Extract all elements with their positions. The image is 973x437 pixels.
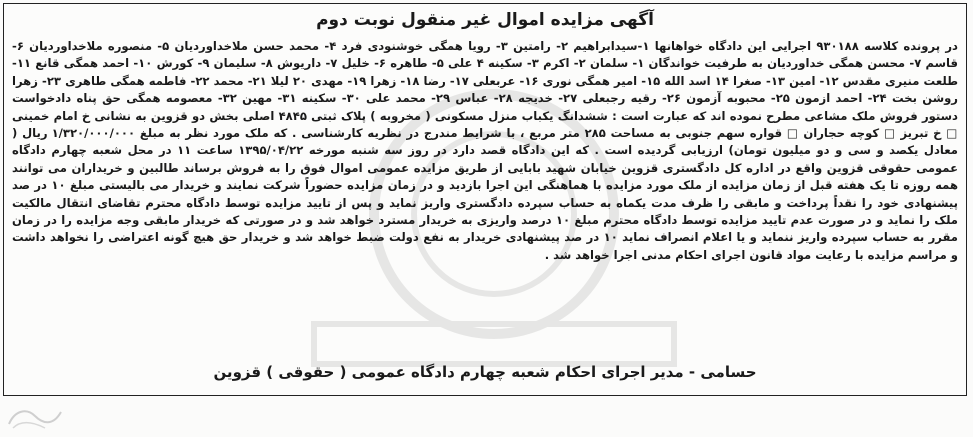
notice-title: آگهی مزایده اموال غیر منقول نوبت دوم — [316, 10, 654, 30]
scan-smudge-mark — [5, 402, 65, 432]
notice-signature: حسامی - مدیر اجرای احکام شعبه چهارم دادگاه عمومی ( حقوقی ) قزوین — [213, 363, 757, 381]
notice-body: در پرونده کلاسه ۹۳۰۱۸۸ اجرایی این دادگاه خواهانها ۱-سیدابراهیم ۲- رامتین ۳- رویا همگی خوشنودی فرد ۴- محمد حسن ملاخداوردیان ۵- منصوره ملاخداوردیان ۶- قاسم ۷- محسن همگی خداوردیان به طرفیت خواندگان ۱- سلمان ۲- اکرم ۳- سکینه ۴ علی ۵- طاهره ۶- خلیل ۷- داریوش ۸- سلیمان ۹- کورش ۱۰- احمد همگی قانع ۱۱- طلعت منیری مقدس ۱۲- امین ۱۳- صغرا ۱۴ اسد الله ۱۵- امیر همگی نوری ۱۶- عربعلی ۱۷- رضا ۱۸- زهرا ۱۹- مهدی ۲۰ لیلا ۲۱- محمد ۲۲- فاطمه همگی طاهری ۲۳- زهرا روشن بخت ۲۴- احمد ازمون ۲۵- محبوبه آزمون ۲۶- رقیه رجبعلی ۲۷- خدیجه ۲۸- عباس ۲۹- محمد علی ۳۰- سکینه ۳۱- مهین ۳۲- معصومه همگی حق پناه دادخواست دستور فروش ملک مشاعی مطرح نموده اند که عبارت است : ششدانگ یکباب منزل مسکونی ( مخروبه ) پلاک ثبتی ۴۸۴۵ اصلی بخش دو قزوین به نشانی خ امام خمینی □ خ تبریز □ کوچه حجاران □ قواره سهم جنوبی به مساحت ۲۸۵ متر مربع ، با شرایط مندرج در نظریه کارشناسی . که ملک مورد نظر به مبلغ ۱/۳۲۰/۰۰۰/۰۰۰ ریال ( معادل یکصد و سی و دو میلیون تومان) ارزیابی گردیده است . که این دادگاه قصد دارد در روز سه شنبه مورخه ۱۳۹۵/۰۴/۲۲ ساعت ۱۱ در محل شعبه چهارم دادگاه عمومی حقوقی قزوین واقع در اداره کل دادگستری قزوین خیابان شهید بابایی از طریق مزایده عمومی اموال فوق را به فروش برساند طالبین و خریداران می توانند همه روزه تا یک هفته قبل از زمان مزایده از ملک مورد مزایده با هماهنگی این اجرا بازدید و در زمان مزایده حضوراً شرکت نمایند و خریدار می بالیستی مبلغ ۱۰ در صد پیشنهادی خود را نقداً پرداخت و مابقی را ظرف مدت یکماه به حساب سپرده دادگستری واریز نماید و پس از تایید مزایده توسط دادگاه محترم تقاضای انتقال مالکیت ملک را نماید و در صورت عدم تایید مزایده توسط دادگاه محترم مبلغ ۱۰ درصد واریزی به خریدار مسترد خواهد شد و در صورتی که خریدار مابقی وجه مزایده را در زمان مقرر به حساب سپرده واریز ننماید و یا اعلام انصراف نماید ۱۰ در صد پیشنهادی خریدار به نفع دولت ضبط خواهد شد و خریدار حق هیچ گونه اعتراضی را نخواهد داشت و مراسم مزایده با رعایت مواد قانون اجرای احکام مدنی اجرا خواهد شد . — [12, 39, 959, 262]
auction-notice-box — [3, 3, 967, 396]
